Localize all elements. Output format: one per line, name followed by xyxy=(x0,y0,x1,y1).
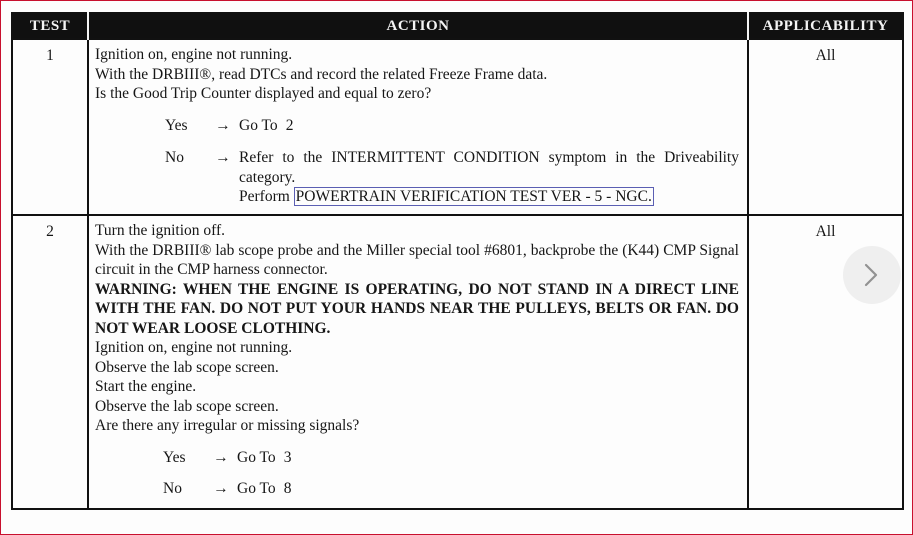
goto-step xyxy=(239,116,739,136)
goto-step-number: 3 xyxy=(283,448,292,466)
option-no xyxy=(95,148,739,207)
goto-step xyxy=(237,479,739,499)
verification-test-link[interactable]: POWERTRAIN VERIFICATION TEST VER - 5 - NGC. xyxy=(295,188,652,205)
action-line: Start the engine. xyxy=(95,378,197,395)
arrow-right-icon: → xyxy=(213,448,229,466)
option-label: No xyxy=(165,149,184,166)
refer-instruction: Refer to the INTERMITTENT CONDITION symptom in the Driveability category. xyxy=(239,149,739,186)
action-cell xyxy=(88,39,748,215)
goto-step-number: 8 xyxy=(283,480,292,497)
action-line: Observe the lab scope screen. xyxy=(95,397,279,415)
action-cell xyxy=(88,215,748,509)
action-line: Observe the lab scope screen. xyxy=(95,358,279,376)
action-line: Are there any irregular or missing signals? xyxy=(95,417,360,434)
option-label: Yes xyxy=(165,116,188,134)
option-no xyxy=(95,479,739,499)
applicability-value: All xyxy=(748,39,903,215)
header-applicability: APPLICABILITY xyxy=(748,13,903,39)
arrow-right-icon: → xyxy=(215,116,231,134)
header-action: ACTION xyxy=(88,13,748,39)
chevron-right-icon xyxy=(863,263,879,287)
table-row xyxy=(12,215,903,509)
action-line: Is the Good Trip Counter displayed and equal to zero? xyxy=(95,85,432,102)
table-row xyxy=(12,39,903,215)
goto-step-number: 2 xyxy=(285,116,294,134)
applicability-value: All xyxy=(748,215,903,509)
option-label: No xyxy=(163,480,182,497)
arrow-right-icon: → xyxy=(215,149,231,166)
next-page-button[interactable] xyxy=(843,246,901,304)
action-line: Ignition on, engine not running. xyxy=(95,339,293,356)
goto-label: Go To xyxy=(237,448,276,466)
perform-label: Perform xyxy=(239,188,290,205)
test-number: 2 xyxy=(12,215,88,509)
goto-label: Go To xyxy=(237,480,276,497)
option-yes xyxy=(95,116,739,136)
test-number: 1 xyxy=(12,39,88,215)
action-line: With the DRBIII®, read DTCs and record the related Freeze Frame data. xyxy=(95,65,548,83)
goto-label: Go To xyxy=(239,116,278,134)
option-yes xyxy=(95,448,739,468)
option-text xyxy=(239,148,739,207)
warning-text: WARNING: WHEN THE ENGINE IS OPERATING, DO NOT STAND IN A DIRECT LINE WITH THE FAN. DO NOT PUT YOUR HANDS NEAR THE PULLEYS, BELTS OR FAN. DO NOT WEAR LOOSE CLOTHING. xyxy=(95,280,739,337)
diagnostic-table xyxy=(11,12,904,510)
action-line: Ignition on, engine not running. xyxy=(95,46,293,63)
arrow-right-icon: → xyxy=(213,480,229,497)
action-line: Turn the ignition off. xyxy=(95,222,226,239)
header-test: TEST xyxy=(12,13,88,39)
header-row xyxy=(12,13,903,39)
goto-step xyxy=(237,448,739,468)
option-label: Yes xyxy=(163,448,186,466)
action-line: With the DRBIII® lab scope probe and the Miller special tool #6801, backprobe the (K44) CMP Signal circuit in the CMP harness connector. xyxy=(95,241,739,278)
